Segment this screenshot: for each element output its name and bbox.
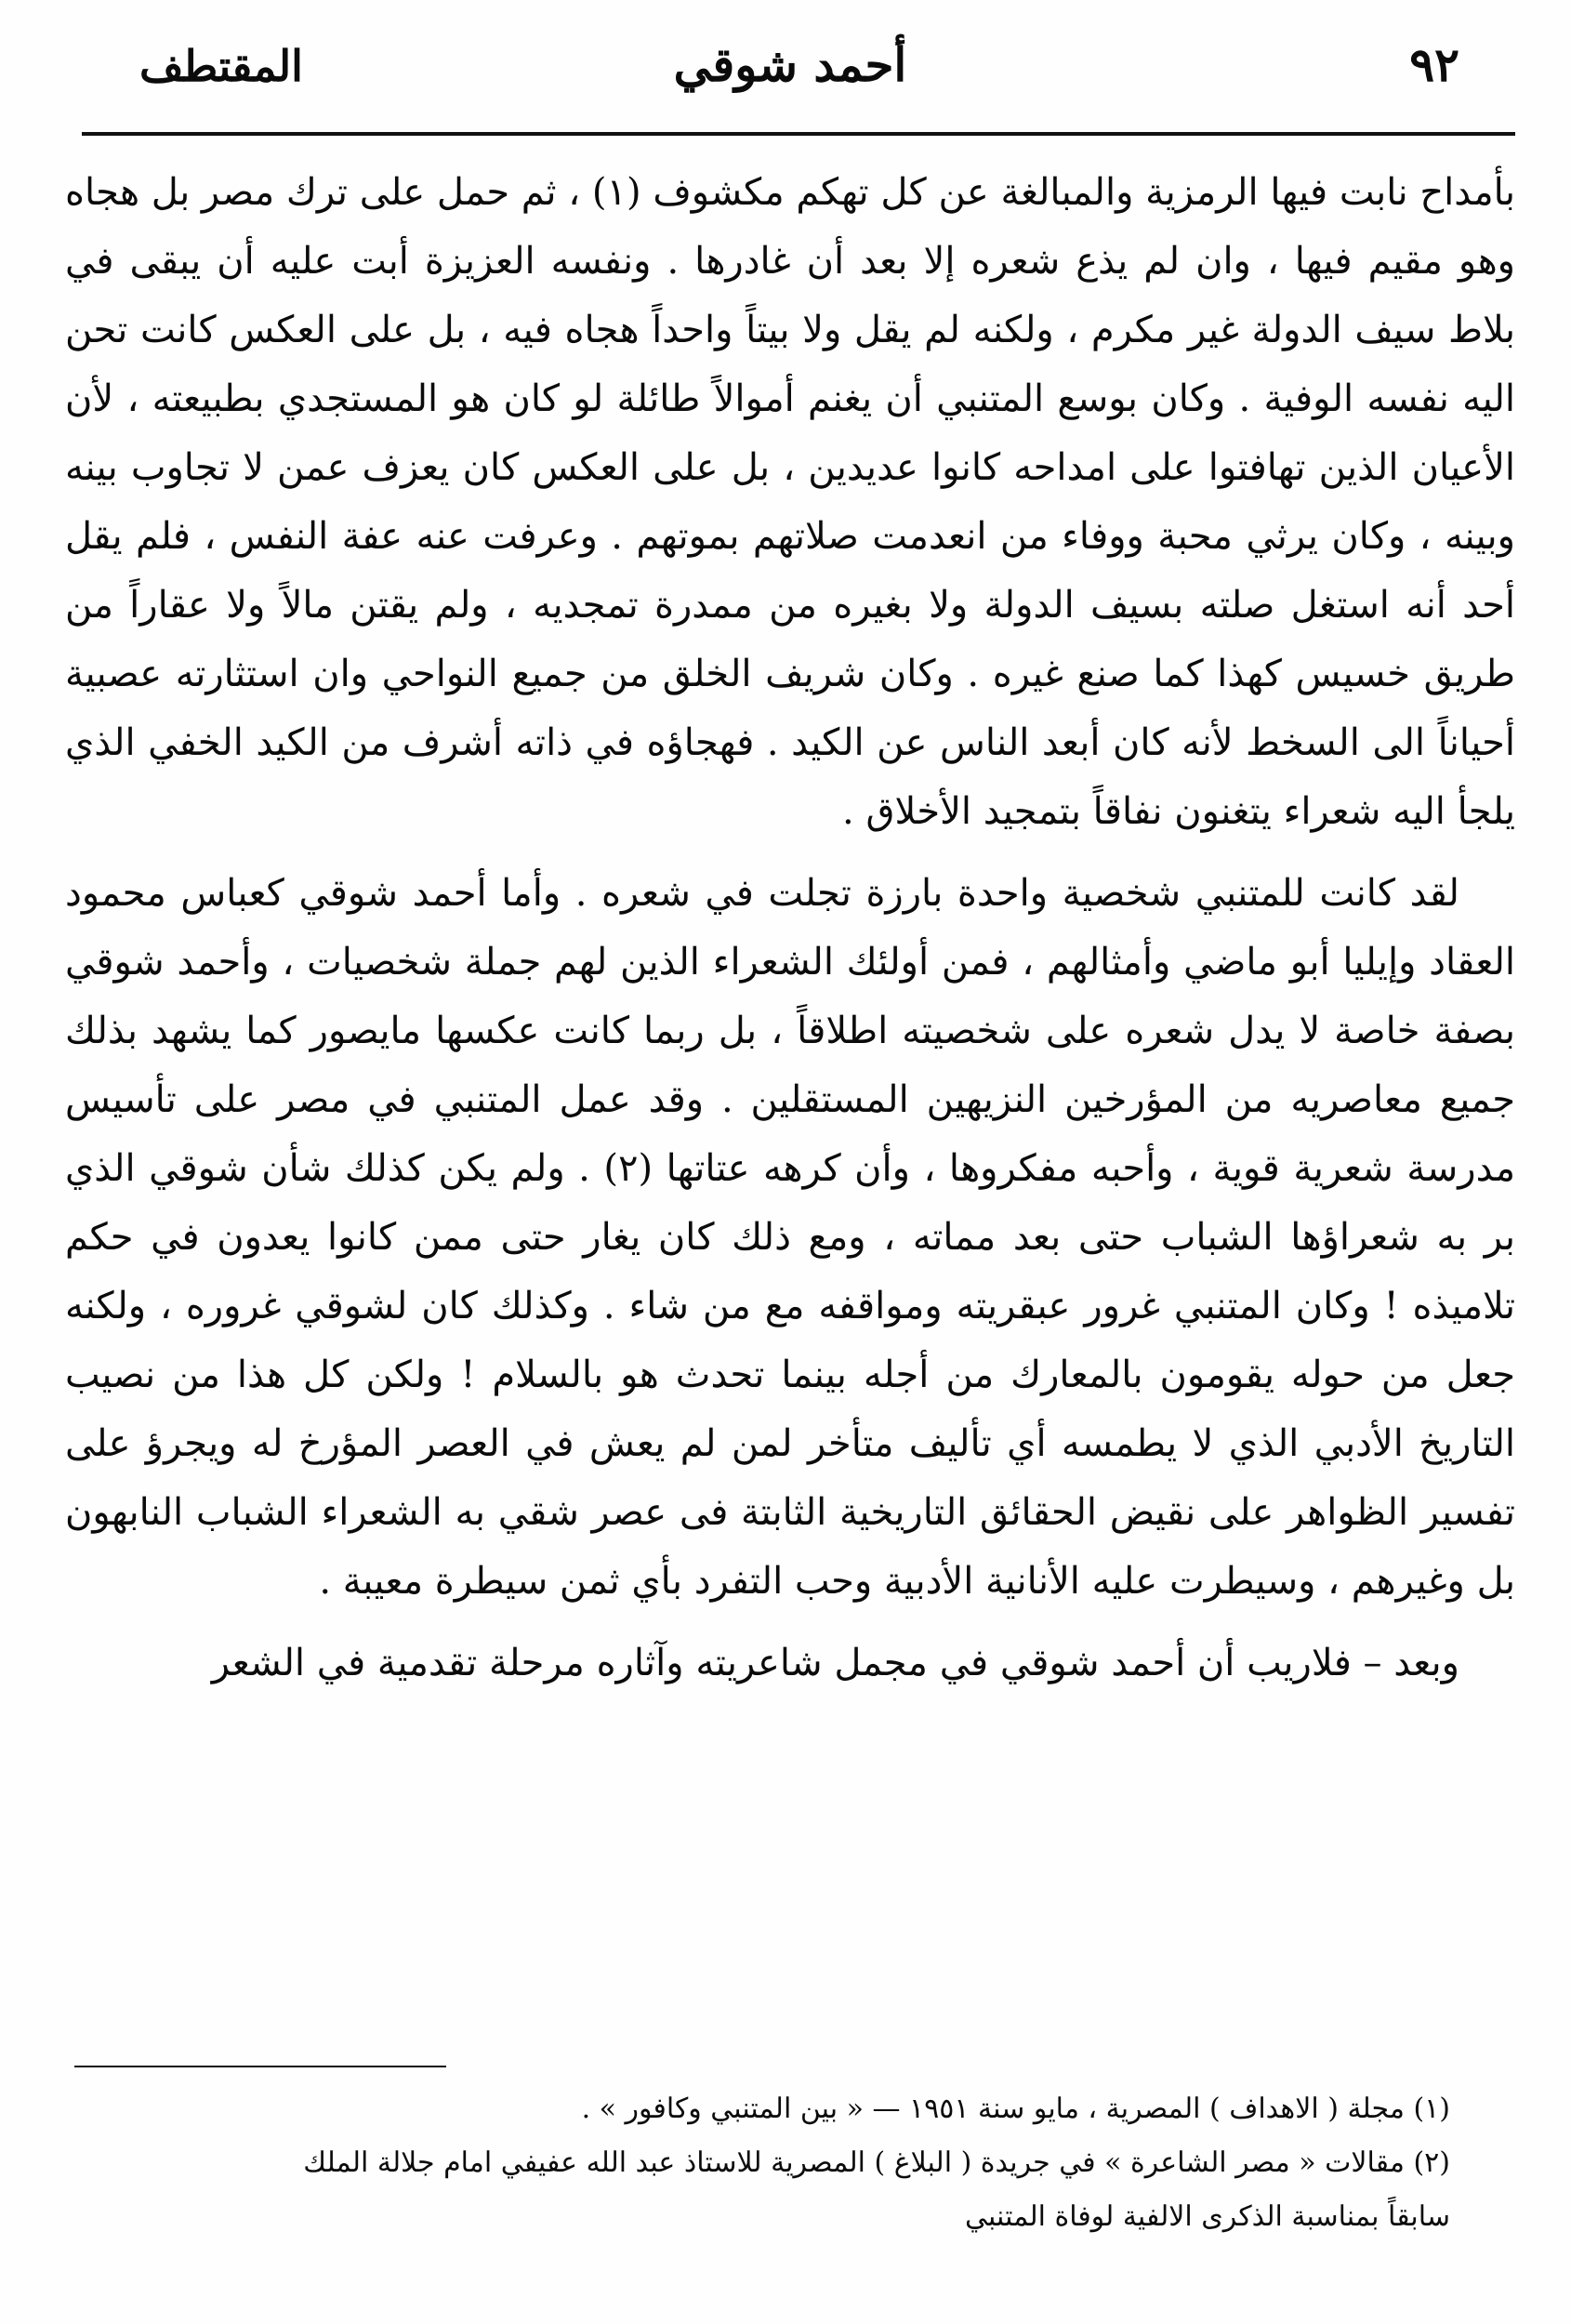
body-text [65,158,1515,1697]
running-title: أحمد شوقي [673,37,907,92]
header-rule [82,132,1515,136]
footnote: (٢) مقالات « مصر الشاعرة » في جريدة ( البلاغ ) المصرية للاستاذ عبد الله عفيفي امام جلالة الملك [303,2146,1450,2179]
footnote-continuation: سابقاً بمناسبة الذكرى الالفية لوفاة المتنبي [964,2200,1450,2233]
journal-name: المقتطف [139,41,303,91]
paragraph: لقد كانت للمتنبي شخصية واحدة بارزة تجلت في شعره . وأما أحمد شوقي كعباس محمود العقاد وإيليا أبو ماضي وأمثالهم ، فمن أولئك الشعراء الذين لهم جملة شخصيات ، وأحمد شوقي بصفة خاصة لا يدل شعره على شخصيته اطلاقاً ، بل ربما كانت عكسها مايصور كما يشهد بذلك جميع معاصريه من المؤرخين النزيهين المستقلين . وقد عمل المتنبي في مصر على تأسيس مدرسة شعرية قوية ، وأحبه مفكروها ، وأن كرهه عتاتها (٢) . ولم يكن كذلك شأن شوقي الذي بر به شعراؤها الشباب حتى بعد مماته ، ومع ذلك كان يغار حتى ممن كانوا يعدون في حكم تلاميذه ! وكان المتنبي غرور عبقريته ومواقفه مع من شاء . وكذلك كان لشوقي غروره ، ولكنه جعل من حوله يقومون بالمعارك من أجله بينما تحدث هو بالسلام ! ولكن كل هذا من نصيب التاريخ الأدبي الذي لا يطمسه أي تأليف متأخر لمن لم يعش في العصر المؤرخ له ويجرؤ على تفسير الظواهر على نقيض الحقائق التاريخية الثابتة فى عصر شقي به الشعراء الشباب النابهون بل وغيرهم ، وسيطرت عليه الأنانية الأدبية وحب التفرد بأي ثمن سيطرة معيبة . [65,872,1515,1603]
footnotes [65,2082,1450,2244]
page-number: ٩٢ [1409,37,1459,92]
running-header [112,37,1469,112]
paragraph: وبعد – فلاريب أن أحمد شوقي في مجمل شاعريته وآثاره مرحلة تقدمية في الشعر [211,1642,1459,1684]
footnote-rule [74,2066,446,2067]
paragraph: بأمداح نابت فيها الرمزية والمبالغة عن كل تهكم مكشوف (١) ، ثم حمل على ترك مصر بل هجاه وهو مقيم فيها ، وان لم يذع شعره إلا بعد أن غادرها . ونفسه العزيزة أبت عليه أن يبقى في بلاط سيف الدولة غير مكرم ، ولكنه لم يقل ولا بيتاً واحداً هجاه فيه ، بل على العكس كانت تحن اليه نفسه الوفية . وكان بوسع المتنبي أن يغنم أموالاً طائلة لو كان هو المستجدي بطبيعته ، لأن الأعيان الذين تهافتوا على امداحه كانوا عديدين ، بل على العكس كان يعزف عمن لا تجاوب بينه وبينه ، وكان يرثي محبة ووفاء من انعدمت صلاتهم بموتهم . وعرفت عنه عفة النفس ، فلم يقل أحد أنه استغل صلته بسيف الدولة ولا بغيره من ممدرة تمجديه ، ولم يقتن مالاً ولا عقاراً من طريق خسيس كهذا كما صنع غيره . وكان شريف الخلق من جميع النواحي وان استثارته عصبية أحياناً الى السخط لأنه كان أبعد الناس عن الكيد . فهجاؤه في ذاته أشرف من الكيد الخفي الذي يلجأ اليه شعراء يتغنون نفاقاً بتمجيد الأخلاق . [65,171,1515,833]
footnote: (١) مجلة ( الاهداف ) المصرية ، مايو سنة ١٩٥١ — « بين المتنبي وكافور » . [581,2093,1450,2125]
